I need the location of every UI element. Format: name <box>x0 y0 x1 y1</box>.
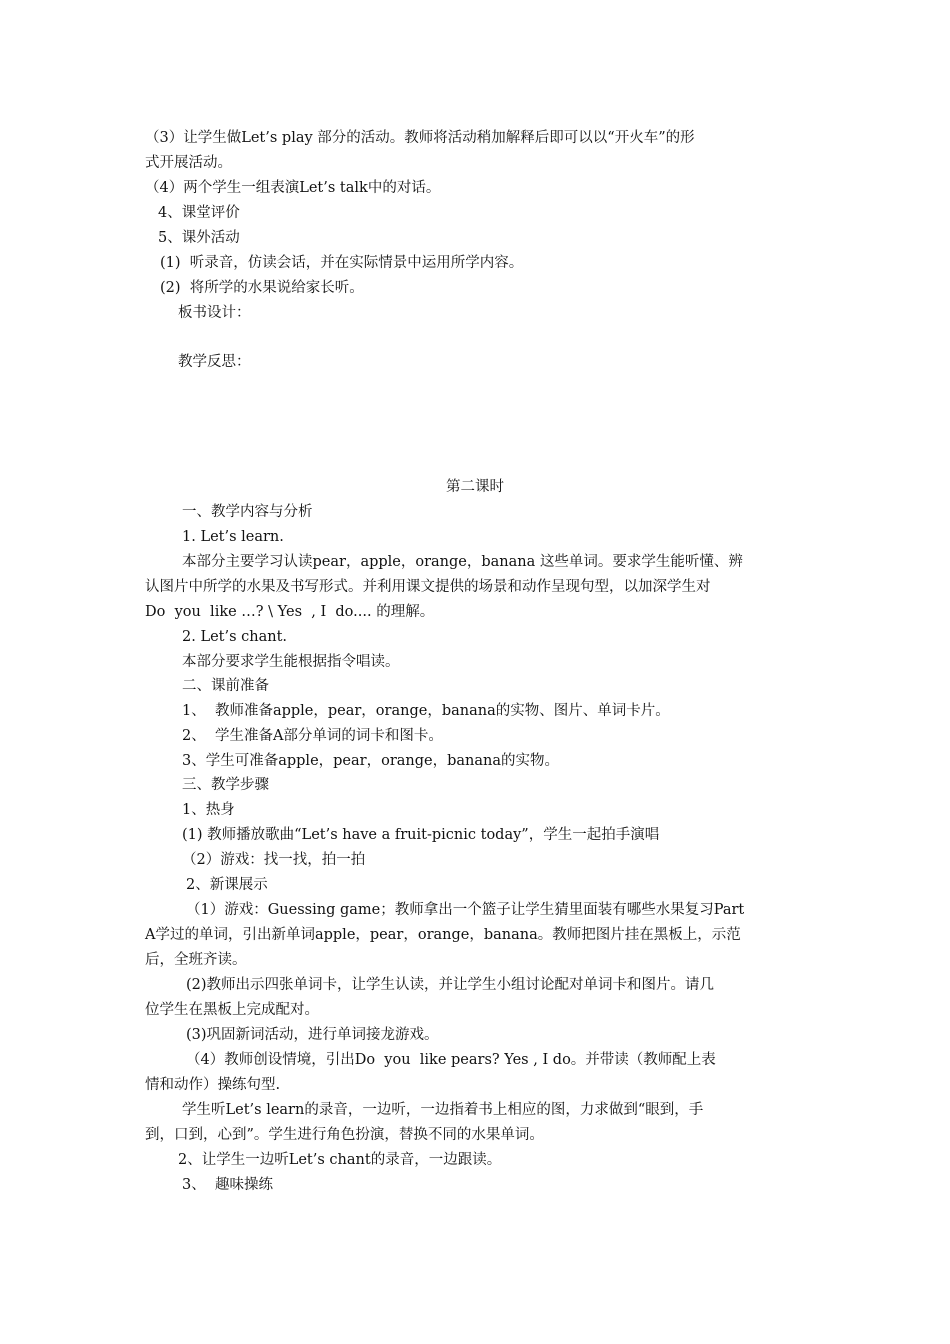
text-line: （3）让学生做Let’s play 部分的活动。教师将活动稍加解释后即可以以“开火车”的形 <box>145 130 695 146</box>
text-line: 板书设计： <box>178 305 251 321</box>
text-line: (1) 教师播放歌曲“Let’s have a fruit-picnic today”，学生一起拍手演唱 <box>182 827 660 843</box>
text-line: 2、 学生准备A部分单词的词卡和图卡。 <box>182 728 443 744</box>
text-line: （1）游戏：Guessing game；教师拿出一个篮子让学生猜里面装有哪些水果复习Part <box>186 902 745 918</box>
text-line: 位学生在黑板上完成配对。 <box>145 1002 319 1018</box>
text-line: 情和动作）操练句型. <box>145 1077 281 1093</box>
text-line: (3)巩固新词活动，进行单词接龙游戏。 <box>186 1027 439 1043</box>
text-line: 二、课前准备 <box>182 678 269 694</box>
text-line: 2、新课展示 <box>186 877 268 893</box>
text-line: 1. Let’s learn. <box>182 529 284 545</box>
text-line: 式开展活动。 <box>145 155 232 171</box>
text-line: 本部分主要学习认读pear，apple，orange，banana 这些单词。要求学生能听懂、辨 <box>182 554 743 570</box>
text-line: Do you like …? \ Yes , I do.... 的理解。 <box>145 604 435 620</box>
text-line: 认图片中所学的水果及书写形式。并利用课文提供的场景和动作呈现句型，以加深学生对 <box>145 579 711 595</box>
text-line: 一、教学内容与分析 <box>182 504 313 520</box>
text-line: 3、 趣味操练 <box>182 1177 273 1193</box>
text-line: （2）游戏：找一找，拍一拍 <box>182 852 366 868</box>
text-line: 三、教学步骤 <box>182 777 269 793</box>
text-line: 2. Let’s chant. <box>182 629 288 645</box>
text-line: A学过的单词，引出新单词apple，pear，orange，banana。教师把图片挂在黑板上，示范 <box>145 927 741 943</box>
text-line: 后，全班齐读。 <box>145 952 247 968</box>
section-title: 第二课时 <box>446 479 504 495</box>
text-line: 1、热身 <box>182 802 235 818</box>
text-line: 3、学生可准备apple，pear，orange，banana的实物。 <box>182 753 559 769</box>
text-line: (2) 将所学的水果说给家长听。 <box>160 280 364 296</box>
text-line: （4）教师创设情境，引出Do you like pears? Yes , I do。并带读（教师配上表 <box>186 1052 716 1068</box>
text-line: 本部分要求学生能根据指令唱读。 <box>182 654 400 670</box>
text-line: （4）两个学生一组表演Let’s talk中的对话。 <box>145 180 441 196</box>
text-line: 教学反思： <box>178 354 251 370</box>
text-line: 1、 教师准备apple，pear，orange，banana的实物、图片、单词卡片。 <box>182 703 670 719</box>
text-line: 5、课外活动 <box>158 230 240 246</box>
text-line: (2)教师出示四张单词卡，让学生认读，并让学生小组讨论配对单词卡和图片。请几 <box>186 977 715 993</box>
text-line: 到，口到，心到”。学生进行角色扮演，替换不同的水果单词。 <box>145 1127 544 1143</box>
text-line: 学生听Let’s learn的录音，一边听，一边指着书上相应的图，力求做到“眼到，手 <box>182 1102 704 1118</box>
text-line: 2、让学生一边听Let’s chant的录音，一边跟读。 <box>178 1152 502 1168</box>
text-line: (1) 听录音，仿读会话，并在实际情景中运用所学内容。 <box>160 255 524 271</box>
text-line: 4、课堂评价 <box>158 205 240 221</box>
